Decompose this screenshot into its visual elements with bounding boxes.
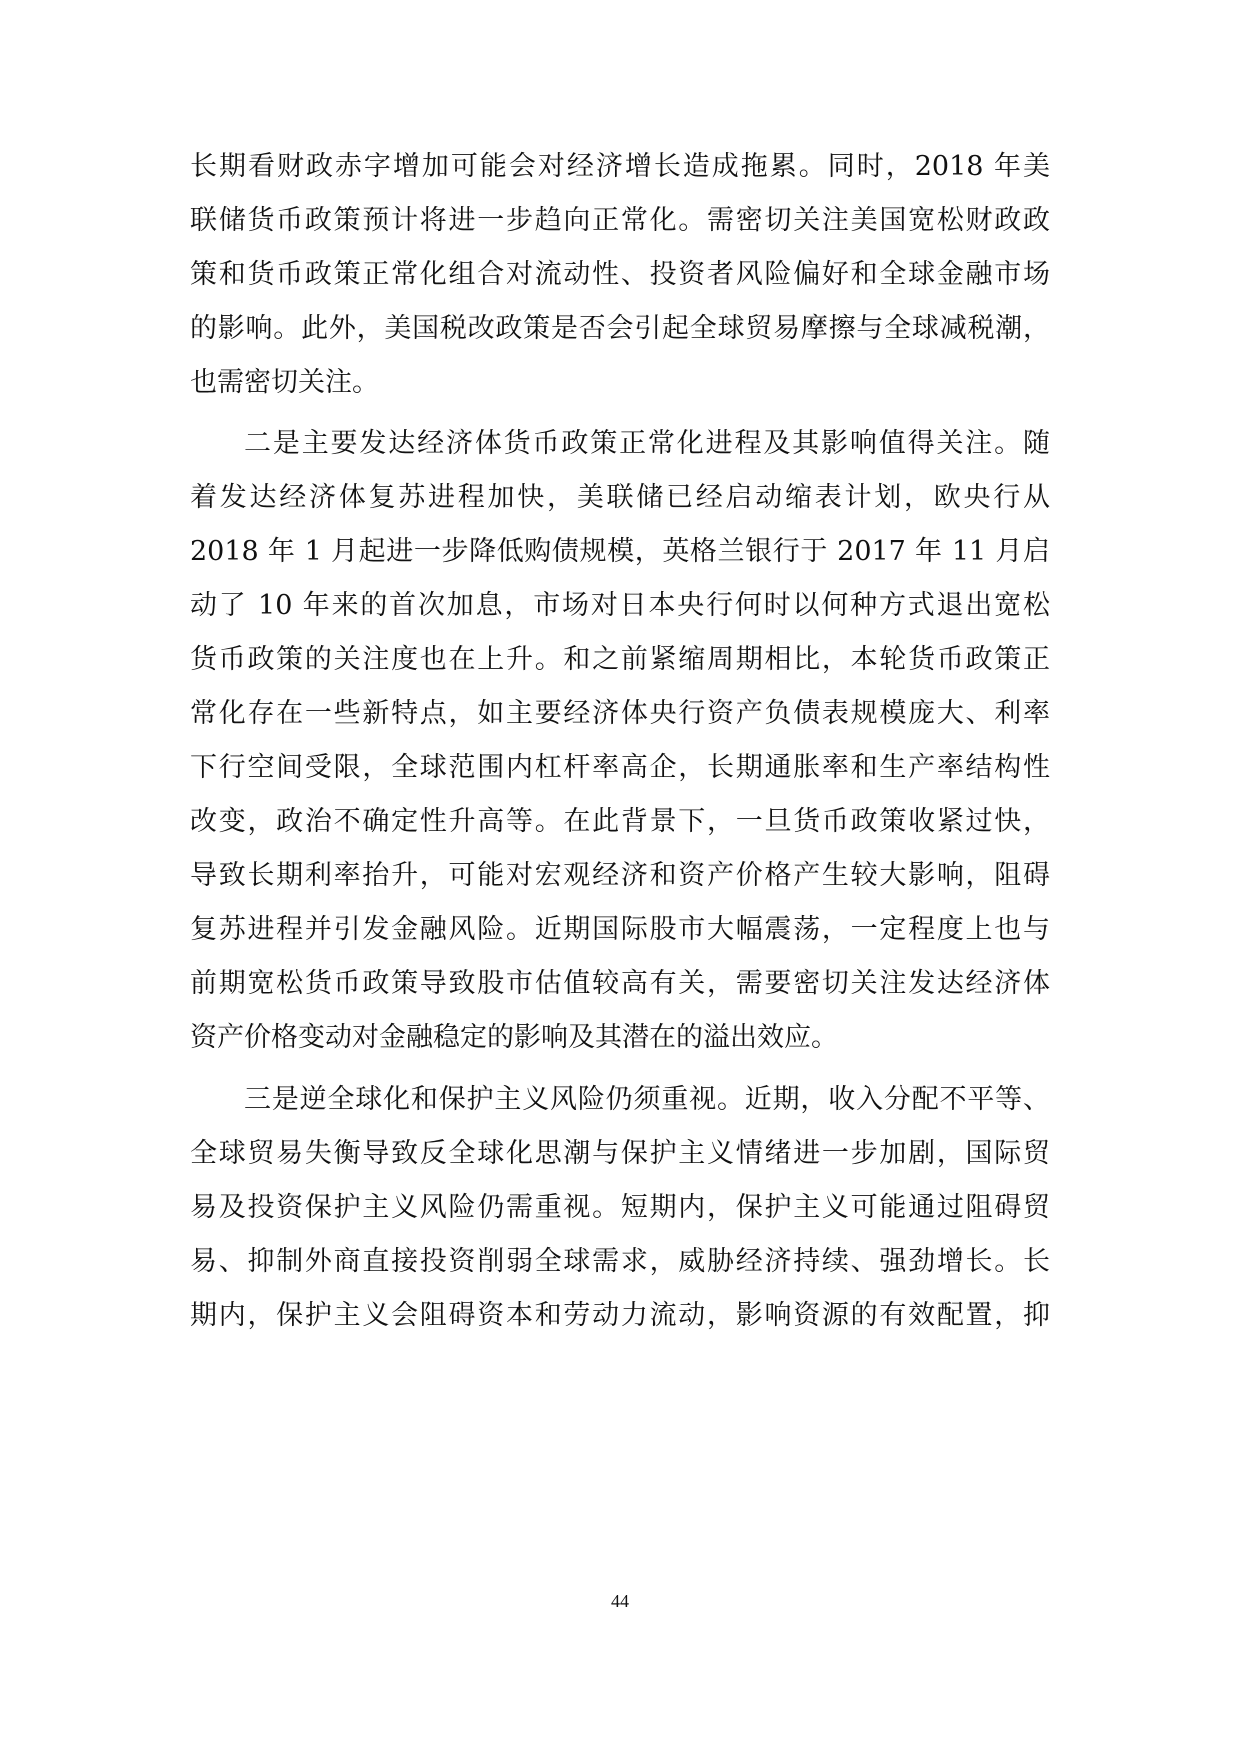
text-line: 期内，保护主义会阻碍资本和劳动力流动，影响资源的有效配置，抑 [190, 1300, 1050, 1331]
text-line: 着发达经济体复苏进程加快，美联储已经启动缩表计划，欧央行从 [190, 482, 1050, 513]
text-line: 改变，政治不确定性升高等。在此背景下，一旦货币政策收紧过快， [190, 806, 1050, 837]
text-line: 全球贸易失衡导致反全球化思潮与保护主义情绪进一步加剧，国际贸 [190, 1138, 1050, 1169]
text-line: 货币政策的关注度也在上升。和之前紧缩周期相比，本轮货币政策正 [190, 644, 1050, 675]
text-line: 2018 年 1 月起进一步降低购债规模，英格兰银行于 2017 年 11 月启 [190, 536, 1050, 567]
text-line: 长期看财政赤字增加可能会对经济增长造成拖累。同时，2018 年美 [190, 151, 1050, 182]
text-line: 下行空间受限，全球范围内杠杆率高企，长期通胀率和生产率结构性 [190, 752, 1050, 783]
paragraph-first-line: 二是主要发达经济体货币政策正常化进程及其影响值得关注。随 [244, 428, 1050, 459]
page-number: 44 [611, 1591, 629, 1611]
paragraph-first-line: 三是逆全球化和保护主义风险仍须重视。近期，收入分配不平等、 [244, 1084, 1050, 1115]
text-line: 的影响。此外，美国税改政策是否会引起全球贸易摩擦与全球减税潮， [190, 313, 1050, 344]
text-line: 复苏进程并引发金融风险。近期国际股市大幅震荡，一定程度上也与 [190, 914, 1050, 945]
text-line: 资产价格变动对金融稳定的影响及其潜在的溢出效应。 [190, 1022, 838, 1053]
text-line: 导致长期利率抬升，可能对宏观经济和资产价格产生较大影响，阻碍 [190, 860, 1050, 891]
text-line: 前期宽松货币政策导致股市估值较高有关，需要密切关注发达经济体 [190, 968, 1050, 999]
text-line: 联储货币政策预计将进一步趋向正常化。需密切关注美国宽松财政政 [190, 205, 1050, 236]
text-line: 策和货币政策正常化组合对流动性、投资者风险偏好和全球金融市场 [190, 259, 1050, 290]
text-line: 常化存在一些新特点，如主要经济体央行资产负债表规模庞大、利率 [190, 698, 1050, 729]
text-line: 也需密切关注。 [190, 367, 379, 398]
text-line: 易、抑制外商直接投资削弱全球需求，威胁经济持续、强劲增长。长 [190, 1246, 1050, 1277]
text-line: 易及投资保护主义风险仍需重视。短期内，保护主义可能通过阻碍贸 [190, 1192, 1050, 1223]
text-line: 动了 10 年来的首次加息，市场对日本央行何时以何种方式退出宽松 [190, 590, 1050, 621]
